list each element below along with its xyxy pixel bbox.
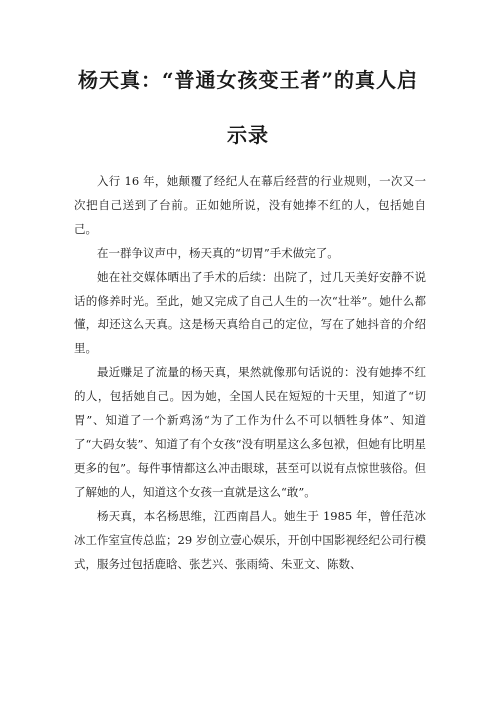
title-line-2: 示录 (227, 123, 269, 147)
paragraph-3: 她在社交媒体晒出了手术的后续：出院了，过几天美好安静不说话的修养时光。至此，她又完成了自己人生的一次“壮举”。她什么都懂，却还这么天真。这是杨天真给自己的定位，写在了她抖音的介绍里。 (74, 269, 426, 356)
paragraph-4: 最近赚足了流量的杨天真，果然就像那句话说的：没有她捧不红的人，包括她自己。因为她，全国人民在短短的十天里，知道了“切胃”、知道了一个新鸡汤“为了工作为什么不可以牺牲身体”、知道了“大码女装”、知道了有个女孩“没有明星这么多包袱，但她有比明星更多的包”。每件事情都这么冲击眼球，甚至可以说有点惊世骇俗。但了解她的人，知道这个女孩一直就是这么“敢”。 (74, 365, 426, 499)
paragraph-2: 在一群争议声中，杨天真的“切胃”手术做完了。 (97, 245, 339, 260)
title-line-1: 杨天真：“普通女孩变王者”的真人启 (77, 68, 418, 92)
paragraph-1: 入行 16 年，她颠覆了经纪人在幕后经营的行业规则，一次又一次把自己送到了台前。正如她所说，没有她捧不红的人，包括她自己。 (74, 174, 426, 236)
paragraph-5: 杨天真，本名杨思维，江西南昌人。她生于 1985 年，曾任范冰冰工作室宣传总监；29 岁创立壹心娱乐，开创中国影视经纪公司行模式，服务过包括鹿晗、张艺兴、张雨绮、朱亚文、陈数、 (74, 508, 426, 571)
article-body (74, 170, 426, 576)
